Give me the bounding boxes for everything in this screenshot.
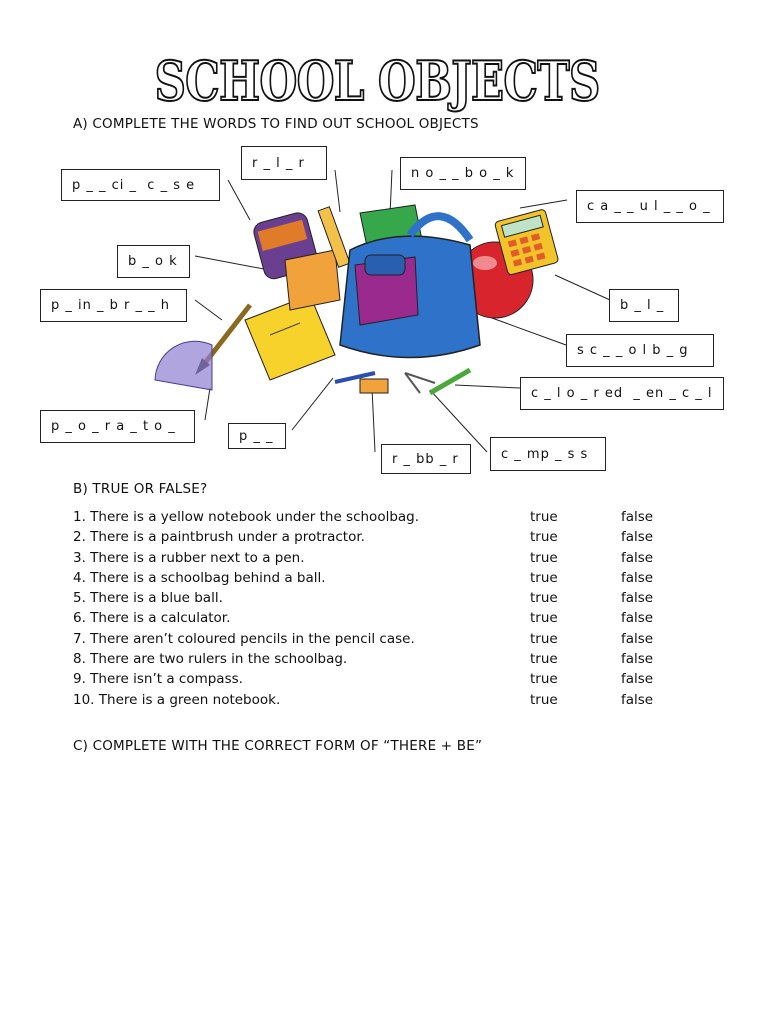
false-option[interactable]: false [621,651,654,668]
word-box-ruler[interactable]: r _ l _ r [241,146,327,180]
true-option[interactable]: true [530,630,558,647]
word-box-compass[interactable]: c _ mp _ s s [490,437,606,471]
false-option[interactable]: false [621,509,654,525]
word-box-ball[interactable]: b _ l _ [609,289,679,322]
false-option[interactable]: false [621,610,654,627]
list-item [73,509,713,529]
protractor-icon [155,341,212,390]
section-c-heading: C) COMPLETE WITH THE CORRECT FORM OF “THERE + BE” [73,738,483,754]
statement-text: 1. There is a yellow notebook under the schoolbag. [73,509,420,525]
word-box-pencil-case[interactable]: p _ _ ci _ c _ s e [61,169,220,201]
true-option[interactable]: true [530,651,558,668]
word-box-pen[interactable]: p _ _ [228,423,286,449]
word-box-notebook[interactable]: n o _ _ b o _ k [400,157,526,190]
statement-text: 7. There aren’t coloured pencils in the pencil case. [73,630,415,647]
section-a-heading: A) COMPLETE THE WORDS TO FIND OUT SCHOOL OBJECTS [73,116,479,132]
word-box-protractor[interactable]: p _ o _ r a _ t o _ [40,410,195,443]
word-box-rubber[interactable]: r _ bb _ r [381,444,471,474]
true-option[interactable]: true [530,569,558,586]
word-box-calculator[interactable]: c a _ _ u l _ _ o _ [576,190,724,223]
list-item [73,651,713,671]
true-option[interactable]: true [530,590,558,607]
list-item [73,631,713,651]
false-option[interactable]: false [621,630,654,647]
word-box-coloured-pencil[interactable]: c _ l o _ r ed _ en _ c _ l [520,377,724,410]
statement-text: 10. There is a green notebook. [73,691,281,708]
statement-text: 5. There is a blue ball. [73,590,223,607]
false-option[interactable]: false [621,529,654,546]
coloured-pencil-icon [430,370,470,393]
list-item [73,610,713,630]
true-option[interactable]: true [530,691,558,708]
true-option[interactable]: true [530,671,558,688]
word-box-paintbrush[interactable]: p _ in _ b r _ _ h [40,289,187,322]
list-item [73,692,713,712]
book-icon [285,250,340,310]
statement-text: 3. There is a rubber next to a pen. [73,549,305,566]
schoolbag-icon [340,216,480,357]
list-item [73,590,713,610]
list-item [73,671,713,691]
statement-text: 4. There is a schoolbag behind a ball. [73,569,326,586]
statement-text: 2. There is a paintbrush under a protractor. [73,529,365,546]
false-option[interactable]: false [621,691,654,708]
list-item [73,550,713,570]
rubber-icon [360,379,388,393]
true-option[interactable]: true [530,610,558,627]
false-option[interactable]: false [621,590,654,607]
statement-text: 6. There is a calculator. [73,610,231,627]
false-option[interactable]: false [621,549,654,566]
list-item [73,529,713,549]
true-option[interactable]: true [530,549,558,566]
section-b-heading: B) TRUE OR FALSE? [73,481,208,497]
school-objects-illustration [150,195,550,425]
true-option[interactable]: true [530,509,558,525]
false-option[interactable]: false [621,671,654,688]
list-item [73,570,713,590]
true-false-list [73,509,713,712]
statement-text: 8. There are two rulers in the schoolbag. [73,651,348,668]
statement-text: 9. There isn’t a compass. [73,671,243,688]
title-text: SCHOOL OBJECTS [154,49,600,113]
true-option[interactable]: true [530,529,558,546]
word-box-schoolbag[interactable]: s c _ _ o l b _ g [566,334,714,367]
word-box-book[interactable]: b _ o k [117,245,190,278]
false-option[interactable]: false [621,569,654,586]
